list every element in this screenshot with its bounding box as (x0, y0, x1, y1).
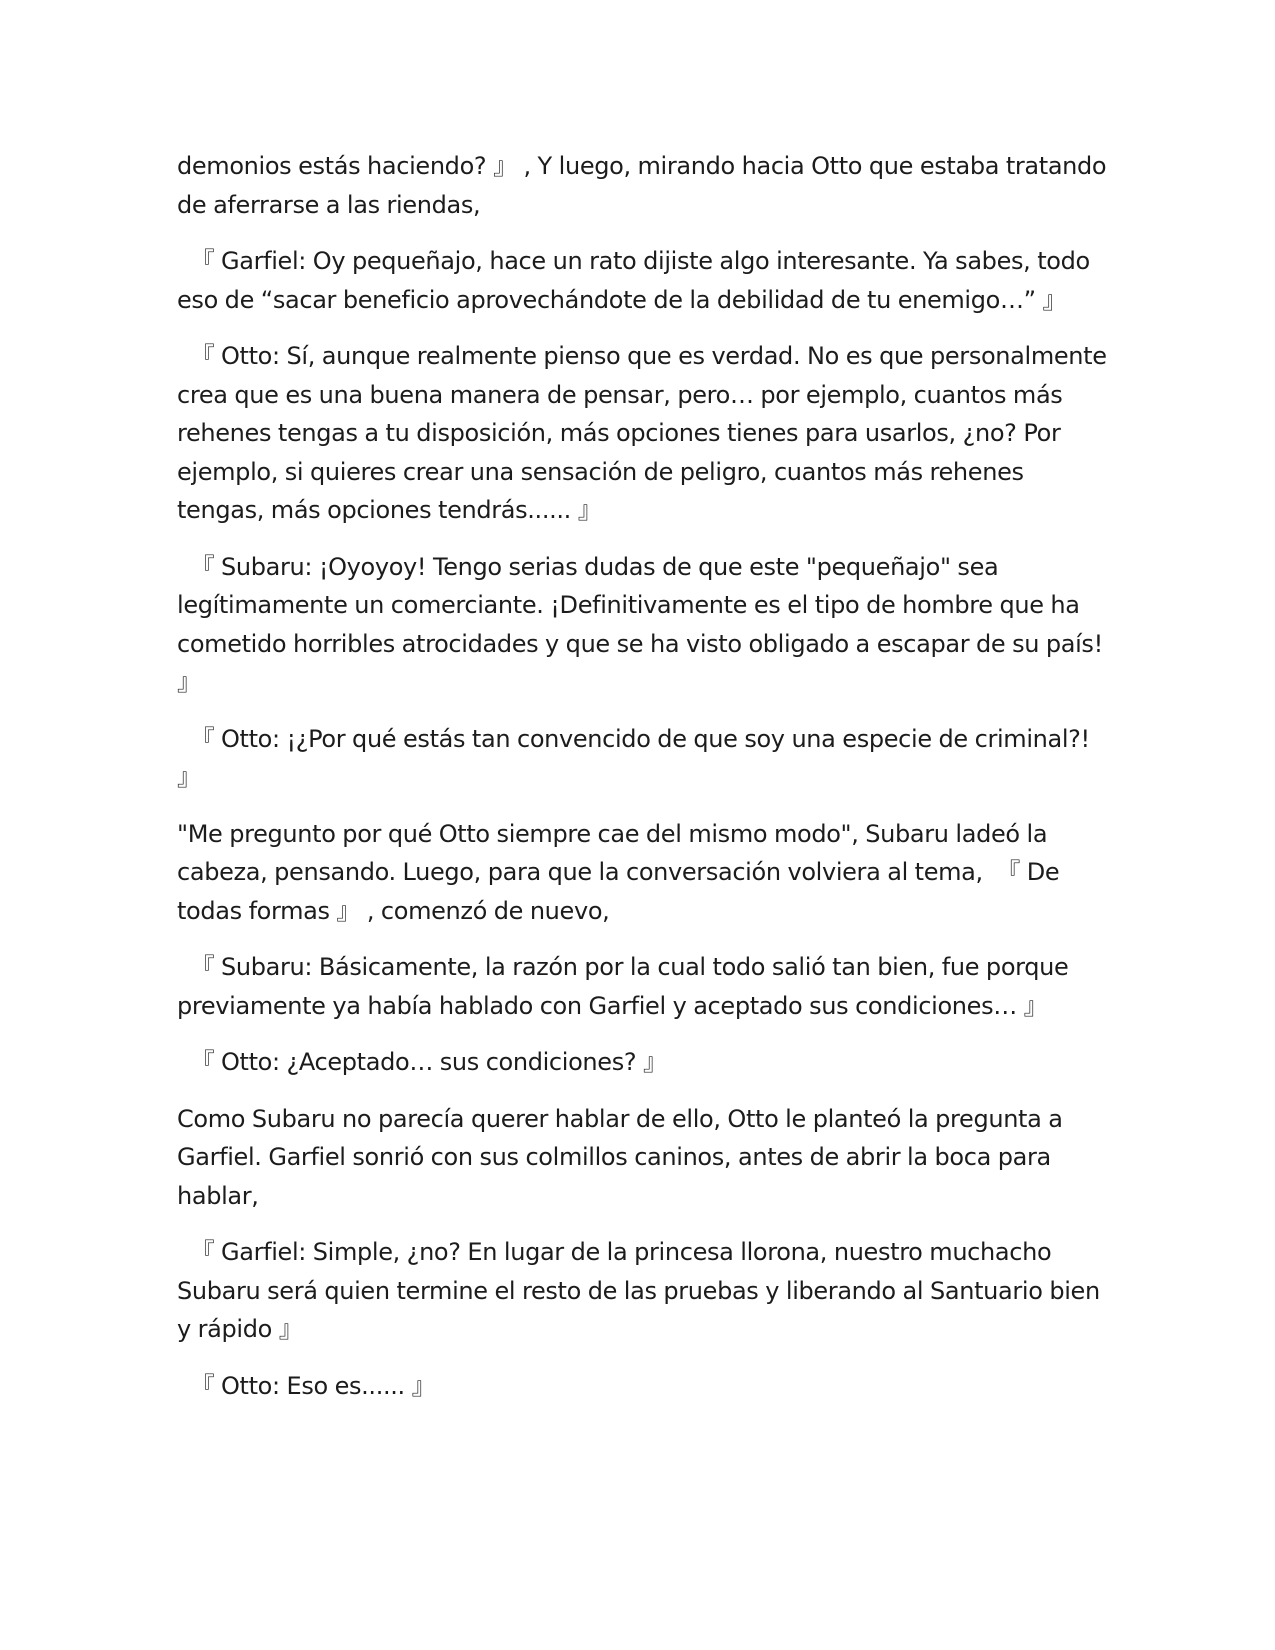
paragraph: 『 Garfiel: Oy pequeñajo, hace un rato dijiste algo interesante. Ya sabes, todo eso de “sacar beneficio aprovechándote de la debilidad de tu enemigo…” 』 (177, 247, 1097, 314)
paragraph: demonios estás haciendo? 』 , Y luego, mirando hacia Otto que estaba tratando de aferrarse a las riendas, (177, 152, 1114, 219)
paragraph: 『 Otto: Sí, aunque realmente pienso que es verdad. No es que personalmente crea que es una buena manera de pensar, pero… por ejemplo, cuantos más rehenes tengas a tu disposición, más opciones tienes para usarlos, ¿no? Por ejemplo, si quieres crear una sensación de peligro, cuantos más rehenes tengas, más opciones tendrás...... 』 (177, 342, 1114, 524)
paragraph: 『 Otto: ¡¿Por qué estás tan convencido de que soy una especie de criminal?! 』 (177, 724, 1097, 791)
document-page (177, 147, 1114, 1423)
paragraph: 『 Otto: ¿Aceptado… sus condiciones? 』 (177, 1048, 667, 1076)
paragraph: 『 Subaru: Básicamente, la razón por la cual todo salió tan bien, fue porque previamente ya había hablado con Garfiel y aceptado sus condiciones… 』 (177, 953, 1076, 1020)
paragraph: 『 Otto: Eso es...... 』 (177, 1371, 436, 1400)
paragraph: 『 Garfiel: Simple, ¿no? En lugar de la princesa llorona, nuestro muchacho Subaru será quien termine el resto de las pruebas y liberando al Santuario bien y rápido 』 (177, 1238, 1107, 1343)
paragraph: Como Subaru no parecía querer hablar de ello, Otto le planteó la pregunta a Garfiel. Garfiel sonrió con sus colmillos caninos, antes de abrir la boca para hablar, (177, 1104, 1070, 1210)
paragraph: "Me pregunto por qué Otto siempre cae del mismo modo", Subaru ladeó la cabeza, pensando. Luego, para que la conversación volviera al tema, 『 De todas formas 』 , comenzó de nuevo, (177, 819, 1067, 925)
paragraph: 『 Subaru: ¡Oyoyoy! Tengo serias dudas de que este "pequeñajo" sea legítimamente un comerciante. ¡Definitivamente es el tipo de hombre que ha cometido horribles atrocidades y que se ha visto obligado a escapar de su país! 』 (177, 552, 1110, 696)
